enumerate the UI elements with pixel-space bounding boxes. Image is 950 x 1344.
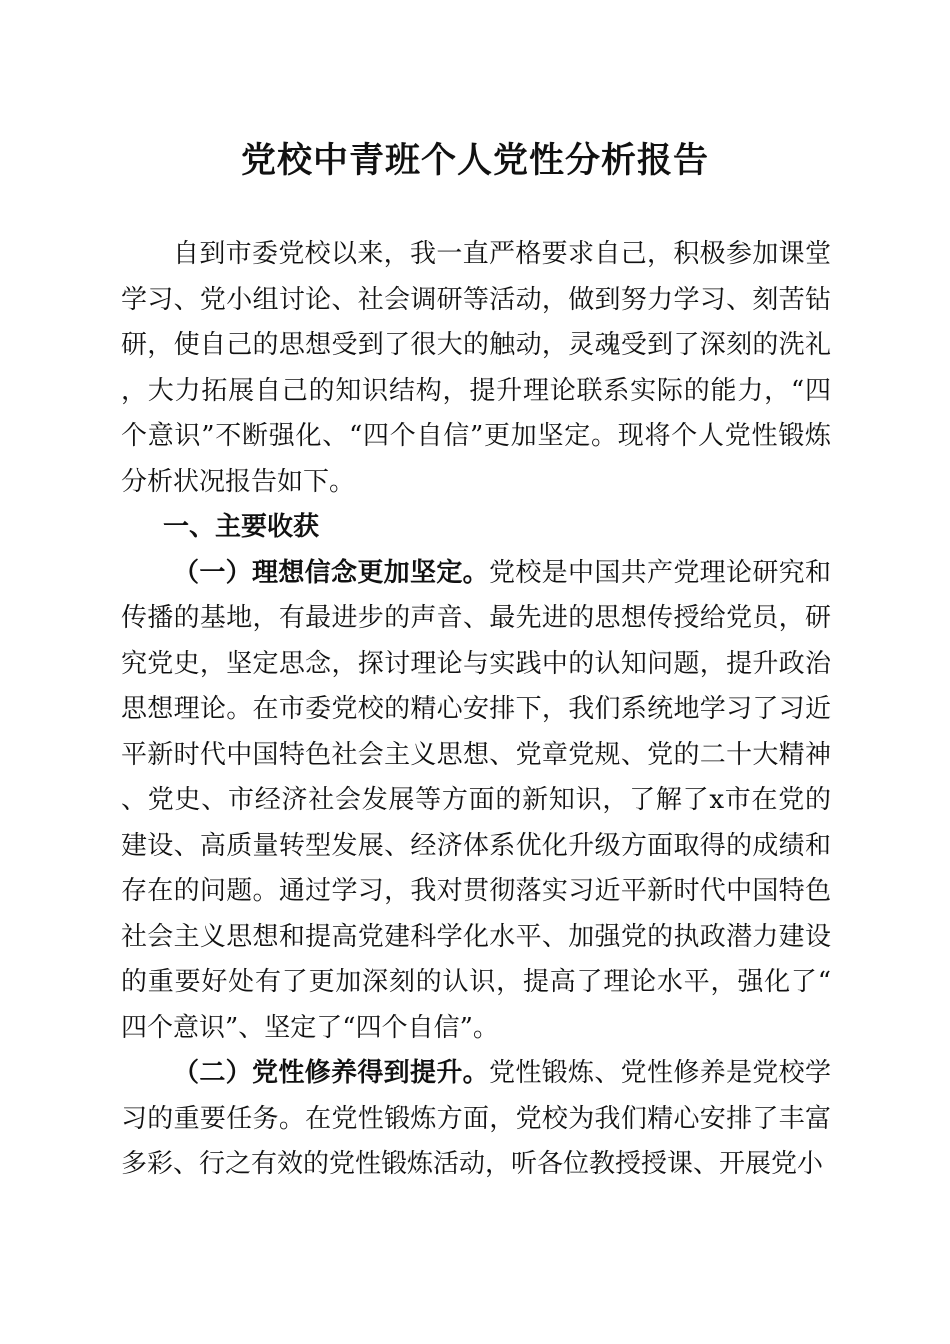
intro-paragraph: 自到市委党校以来，我一直严格要求自己，积极参加课堂学习、党小组讨论、社会调研等活动，做到努力学习、刻苦钻研，使自己的思想受到了很大的触动，灵魂受到了深刻的洗礼，大力拓展自己的知识结构，提升理论联系实际的能力，“四个意识”不断强化、“四个自信”更加坚定。现将个人党性锻炼分析状况报告如下。 [121, 239, 831, 497]
section-item-1-text: 党校是中国共产党理论研究和传播的基地，有最进步的声音、最先进的思想传授给党员，研究党史，坚定思念，探讨理论与实践中的认知问题，提升政治思想理论。在市委党校的精心安排下，我们系统地学习了习近平新时代中国特色社会主义思想、党章党规、党的二十大精神、党史、市经济社会发展等方面的新知识，了解了x市在党的建设、高质量转型发展、经济体系优化升级方面取得的成绩和存在的问题。通过学习，我对贯彻落实习近平新时代中国特色社会主义思想和提高党建科学化水平、加强党的执政潜力建设的重要好处有了更加深刻的认识，提高了理论水平，强化了“四个意识”、坚定了“四个自信”。 [121, 557, 831, 1043]
section-item-2-paragraph [121, 1051, 831, 1188]
section-heading: 一、主要收获 [163, 512, 320, 542]
section-item-1-lead: （一）理想信念更加坚定。 [173, 557, 489, 588]
section-item-2-lead: （二）党性修养得到提升。 [173, 1058, 489, 1088]
section-item-1-paragraph [121, 551, 831, 1052]
section-item-2-text: 党性锻炼、党性修养是党校学习的重要任务。在党性锻炼方面，党校为我们精心安排了丰富多彩、行之有效的党性锻炼活动，听各位教授授课、开展党小 [121, 1058, 831, 1179]
document-title: 党校中青班个人党性分析报告 [240, 140, 709, 181]
document-body [121, 232, 831, 1188]
